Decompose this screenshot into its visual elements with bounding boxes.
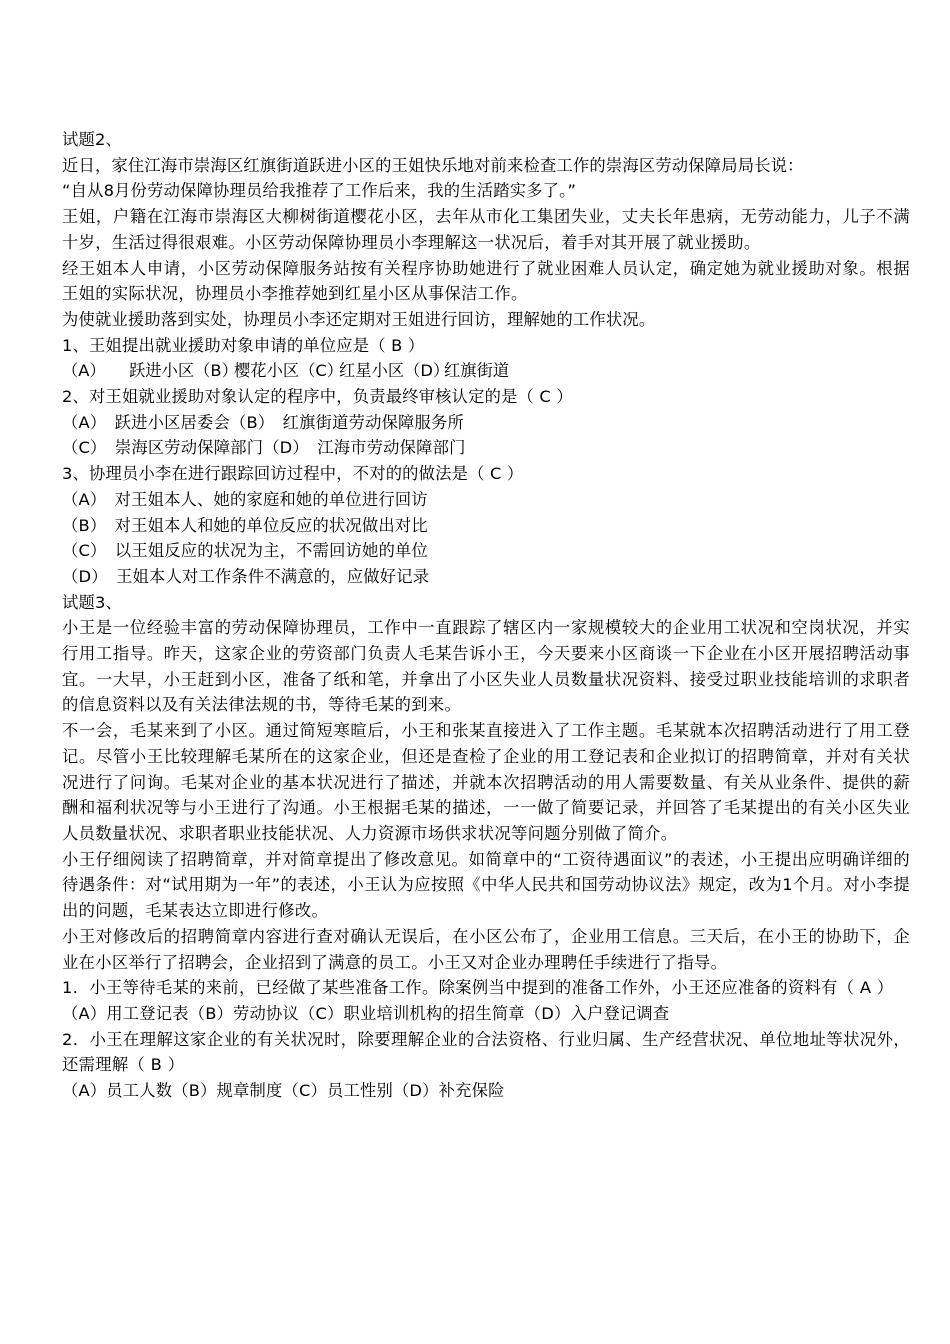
option-line: （D） 王姐本人对工作条件不满意的，应做好记录: [62, 566, 430, 586]
option: （A）: [62, 361, 106, 381]
q2-heading: 试题2、: [62, 130, 123, 149]
q2-paragraph: 经王姐本人申请，小区劳动保障服务站按有关程序协助她进行了就业困难人员认定，确定她为就业援助对象。根据王姐的实际状况，协理员小李推荐她到红星小区从事保洁工作。: [62, 258, 910, 304]
option: 樱花小区（C）: [234, 361, 344, 381]
option: 跃进小区（B）: [129, 361, 238, 381]
document-page: [62, 127, 910, 1104]
option-line: （B） 对王姐本人和她的单位反应的状况做出对比: [62, 515, 428, 535]
option: 红旗街道: [444, 361, 510, 381]
q2-question-stem: 1、王姐提出就业援助对象申请的单位应是（ B ）: [62, 335, 425, 355]
option: 红星小区（D）: [339, 361, 450, 381]
option-line: （C） 崇海区劳动保障部门（D） 江海市劳动保障部门: [62, 438, 466, 458]
q3-question-stem: 1．小王等待毛某的来前，已经做了某些准备工作。除案例当中提到的准备工作外，小王还应准备的资料有（ A ）: [62, 978, 894, 998]
q3-paragraph: 不一会，毛某来到了小区。通过简短寒暄后，小王和张某直接进入了工作主题。毛某就本次招聘活动进行了用工登记。尽管小王比较理解毛某所在的这家企业，但还是查检了企业的用工登记表和企业拟订的招聘简章，并对有关状况进行了问询。毛某对企业的基本状况进行了描述，并就本次招聘活动的用人需要数量、有关从业条件、提供的薪酬和福利状况等与小王进行了沟通。小王根据毛某的描述，一一做了简要记录，并回答了毛某提出的有关小区失业人员数量状况、求职者职业技能状况、人力资源市场供求状况等问题分别做了简介。: [62, 721, 910, 843]
option-line: （A）员工人数（B）规章制度（C）员工性别（D）补充保险: [62, 1081, 505, 1101]
option-line: （C） 以王姐反应的状况为主，不需回访她的单位: [62, 541, 429, 561]
q2-paragraph: 王姐，户籍在江海市崇海区大柳树街道樱花小区，去年从市化工集团失业，丈夫长年患病，无劳动能力，儿子不满十岁，生活过得很艰难。小区劳动保障协理员小李理解这一状况后，着手对其开展了就业援助。: [62, 207, 910, 252]
q3-paragraph: 小王仔细阅读了招聘简章，并对简章提出了修改意见。如简章中的“工资待遇面议”的表述，小王提出应明确详细的待遇条件：对“试用期为一年”的表述，小王认为应按照《中华人民共和国劳动协议法》规定，改为1个月。对小李提出的问题，毛某表达立即进行修改。: [62, 849, 910, 921]
option-line: （A） 对王姐本人、她的家庭和她的单位进行回访: [62, 489, 428, 509]
q3-paragraph: 小王是一位经验丰富的劳动保障协理员，工作中一直跟踪了辖区内一家规模较大的企业用工状况和空岗状况，并实行用工指导。昨天，这家企业的劳资部门负责人毛某告诉小王，今天要来小区商谈一下企业在小区开展招聘活动事宜。一大早，小王赶到小区，准备了纸和笔，并拿出了小区失业人员数量状况资料、接受过职业技能培训的求职者的信息资料以及有关法律法规的书，等待毛某的到来。: [62, 618, 910, 715]
q3-paragraph: 小王对修改后的招聘简章内容进行查对确认无误后，在小区公布了，企业用工信息。三天后，在小王的协助下，企业在小区举行了招聘会，企业招到了满意的员工。小王又对企业办理聘任手续进行了指导。: [62, 926, 910, 972]
q2-question-stem: 3、协理员小李在进行跟踪回访过程中，不对的的做法是（ C ）: [62, 464, 524, 484]
q2-question-stem: 2、对王姐就业援助对象认定的程序中，负责最终审核认定的是（ C ）: [62, 387, 573, 407]
q2-paragraph: 为使就业援助落到实处，协理员小李还定期对王姐进行回访，理解她的工作状况。: [62, 309, 656, 329]
q3-heading: 试题3、: [62, 592, 123, 612]
q2-question-options: [62, 358, 910, 384]
q2-intro-line: 近日，家住江海市崇海区红旗街道跃进小区的王姐快乐地对前来检查工作的崇海区劳动保障局局长说：: [62, 155, 804, 175]
option-line: （A） 跃进小区居委会（B） 红旗街道劳动保障服务所: [62, 412, 464, 432]
option-line: （A）用工登记表（B）劳动协议（C）职业培训机构的招生简章（D）入户登记调查: [62, 1003, 670, 1023]
q2-intro-quote: “自从8月份劳动保障协理员给我推荐了工作后来，我的生活踏实多了。”: [62, 181, 577, 201]
q3-question-stem: 2．小王在理解这家企业的有关状况时，除要理解企业的合法资格、行业归属、生产经营状况、单位地址等状况外，还需理解（ B ）: [62, 1029, 910, 1075]
